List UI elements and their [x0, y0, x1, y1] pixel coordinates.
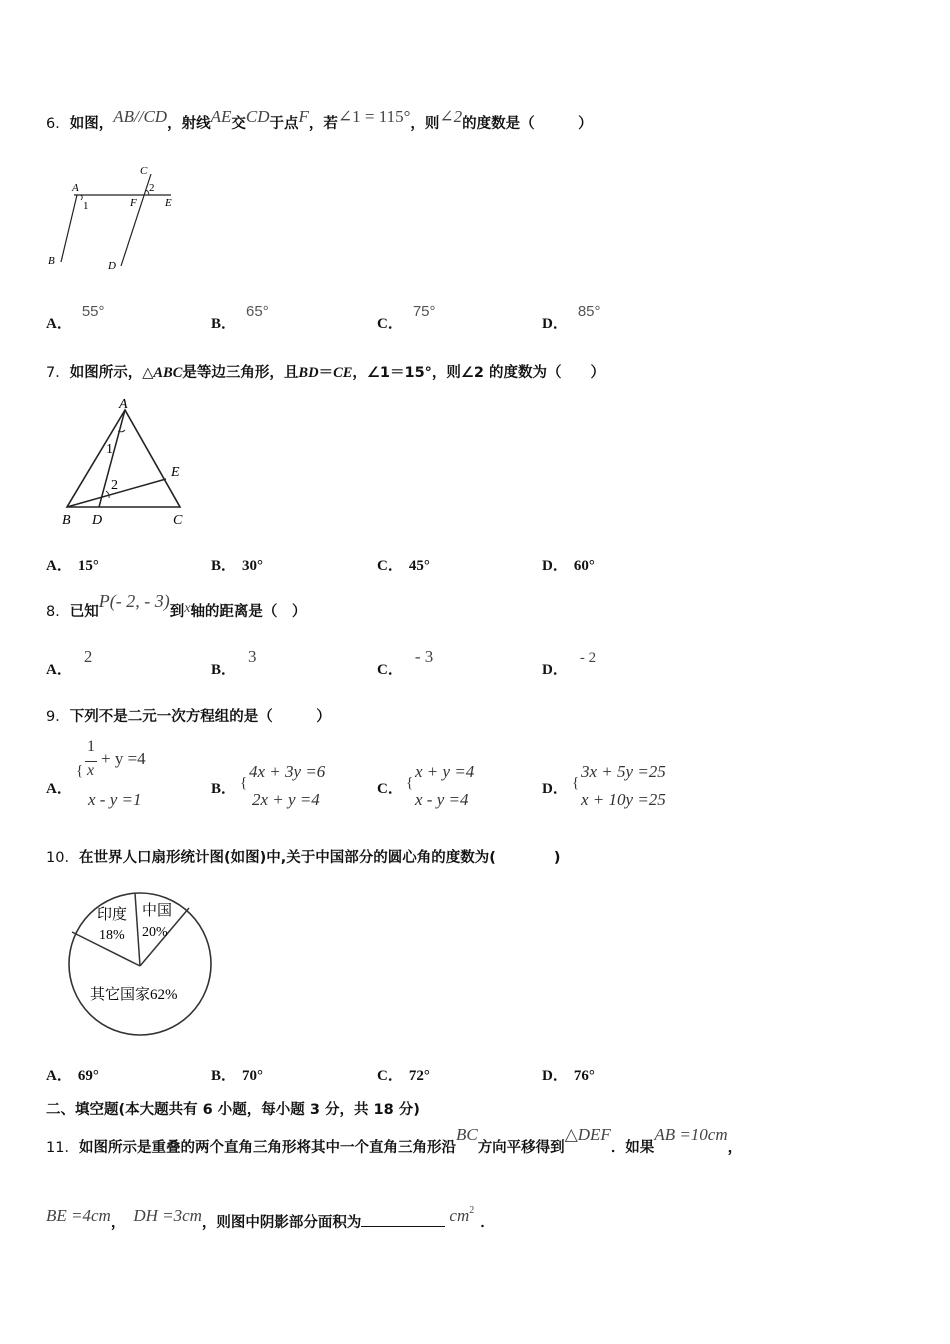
line1-rest: + y =4 [101, 749, 146, 768]
label-c: C [140, 165, 148, 177]
q11-stem-line2: BE =4cm， DH =3cm，则图中阴影部分面积为 $cm^2$． [46, 1205, 495, 1231]
line2: x + 10y =25 [581, 790, 666, 809]
label-one: 1 [83, 200, 89, 212]
q10-option-c[interactable]: C． 72° [377, 1068, 430, 1084]
india-label: 印度 [97, 907, 128, 923]
label-a: A [72, 182, 79, 194]
line-ab [61, 195, 77, 262]
angle-2-arc [106, 491, 109, 498]
q6-option-d[interactable]: D．85° [542, 303, 601, 332]
q11-stem-line1: 11．如图所示是重叠的两个直角三角形将其中一个直角三角形沿BC方向平移得到△DEF．如果AB =10cm， [46, 1125, 743, 1156]
q9-option-c-label[interactable]: C． [377, 781, 403, 797]
china-label: 中国 [142, 903, 173, 919]
q10-pie-chart [64, 888, 216, 1040]
line1: x + y =4 [415, 762, 475, 781]
answer-blank[interactable] [361, 1212, 445, 1227]
label-a: A [119, 397, 128, 412]
china-pct: 20% [142, 925, 168, 940]
q6-option-a[interactable]: A．55° [46, 303, 105, 332]
q6-stem: 6．如图，AB//CD，射线AE交CD于点F，若∠1 = 115°，则∠2的度数是（ ） [46, 107, 593, 132]
q7-option-c[interactable]: C． 45° [377, 558, 430, 574]
q6-figure [44, 160, 184, 275]
label-d: D [108, 260, 116, 272]
label-two: 2 [149, 182, 155, 194]
triangle-abc [67, 410, 180, 507]
frac-num: 1 [87, 738, 95, 755]
line-cd [121, 174, 151, 266]
line2: 2x + y =4 [252, 790, 320, 809]
brace: { [406, 775, 414, 791]
q7-option-d[interactable]: D． 60° [542, 558, 595, 574]
section-2-title: 二、填空题(本大题共有 6 小题，每小题 3 分，共 18 分) [46, 1102, 420, 1118]
q8-option-d[interactable]: D．- 2 [542, 650, 597, 678]
label-d: D [92, 513, 103, 528]
q7-option-b[interactable]: B． 30° [211, 558, 264, 574]
q10-option-d[interactable]: D． 76° [542, 1068, 595, 1084]
q8-option-c[interactable]: C．- 3 [377, 647, 434, 678]
line1: 3x + 5y =25 [581, 762, 666, 781]
label-one: 1 [106, 442, 113, 457]
q8-stem: 8．已知P(- 2, - 3)到x轴的距离是（ ） [46, 591, 307, 620]
label-two: 2 [111, 478, 118, 493]
label-f: F [130, 197, 137, 209]
q7-option-a[interactable]: A． 15° [46, 558, 99, 574]
other-label: 其它国家62% [90, 987, 178, 1003]
label-e: E [171, 465, 180, 480]
q9-option-b-label[interactable]: B． [211, 781, 237, 797]
brace: { [76, 763, 84, 779]
line1: 4x + 3y =6 [249, 762, 326, 781]
q10-stem: 10．在世界人口扇形统计图(如图)中,关于中国部分的圆心角的度数为( ) [46, 850, 561, 866]
q10-option-a[interactable]: A． 69° [46, 1068, 99, 1084]
line2: x - y =1 [88, 790, 142, 809]
label-b: B [48, 255, 55, 267]
q9-stem: 9．下列不是二元一次方程组的是（ ） [46, 709, 331, 725]
q6-option-c[interactable]: C．75° [377, 303, 436, 332]
brace: { [572, 775, 580, 791]
q6-option-b[interactable]: B．65° [211, 303, 269, 332]
label-b: B [62, 513, 71, 528]
q8-option-b[interactable]: B．3 [211, 647, 257, 678]
q10-option-b[interactable]: B． 70° [211, 1068, 264, 1084]
label-e: E [165, 197, 172, 209]
q7-figure [56, 395, 196, 530]
brace: { [240, 775, 248, 791]
q9-option-d-label[interactable]: D． [542, 781, 568, 797]
q8-option-a[interactable]: A．2 [46, 647, 93, 678]
line2: x - y =4 [415, 790, 469, 809]
q7-stem: 7．如图所示，△ABC是等边三角形，且BD＝CE，∠1＝15°，则∠2 的度数为（ ） [46, 365, 606, 381]
india-pct: 18% [99, 928, 125, 943]
frac-den: x [87, 762, 95, 779]
q9-option-a-label[interactable]: A． [46, 781, 72, 797]
angle-1-arc [80, 195, 82, 200]
label-c: C [173, 513, 183, 528]
